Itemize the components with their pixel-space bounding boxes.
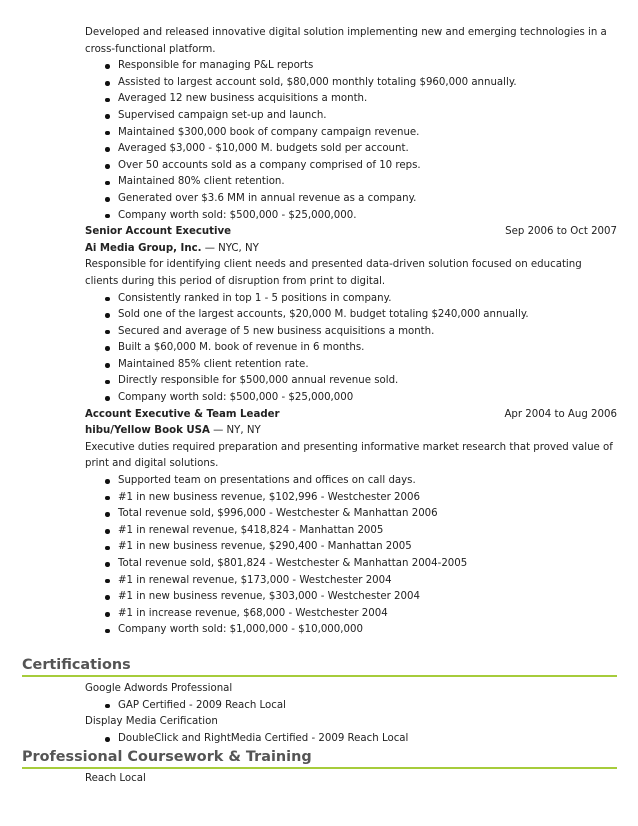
list-item: Built a $60,000 M. book of revenue in 6 months. (118, 340, 617, 357)
job-dates: Sep 2006 to Oct 2007 (505, 226, 617, 238)
list-item: Maintained $300,000 book of company campaign revenue. (118, 125, 617, 142)
job-entry (85, 407, 617, 639)
certification-name: Display Media Cerification (85, 716, 218, 728)
list-item: #1 in new business revenue, $303,000 - Westchester 2004 (118, 589, 617, 606)
coursework-heading: Professional Coursework & Training (22, 749, 617, 769)
list-item: Averaged $3,000 - $10,000 M. budgets sold per account. (118, 141, 617, 158)
list-item: Maintained 80% client retention. (118, 174, 617, 191)
list-item: Assisted to largest account sold, $80,000 monthly totaling $960,000 annually. (118, 75, 617, 92)
coursework-section (85, 771, 617, 788)
list-item: Generated over $3.6 MM in annual revenue as a company. (118, 191, 617, 208)
certification-name: Google Adwords Professional (85, 683, 233, 694)
job-bullet-list (85, 291, 617, 407)
list-item: Sold one of the largest accounts, $20,000 M. budget totaling $240,000 annually. (118, 307, 617, 324)
list-item: #1 in new business revenue, $290,400 - Manhattan 2005 (118, 539, 617, 556)
list-item: #1 in renewal revenue, $173,000 - Westchester 2004 (118, 573, 617, 590)
job-description: Executive duties required preparation and presenting informative market research that proved value of print and digital solutions. (85, 441, 613, 470)
job-header (85, 224, 617, 241)
job-entry (85, 224, 617, 407)
certifications-heading: Certifications (22, 657, 617, 677)
company-name: hibu/Yellow Book USA (85, 425, 210, 437)
list-item: Responsible for managing P&L reports (118, 58, 617, 75)
list-item: Averaged 12 new business acquisitions a month. (118, 91, 617, 108)
certifications-section (85, 681, 617, 747)
job-header (85, 407, 617, 424)
company-line (85, 241, 617, 258)
list-item: #1 in increase revenue, $68,000 - Westchester 2004 (118, 606, 617, 623)
list-item: Consistently ranked in top 1 - 5 positions in company. (118, 291, 617, 308)
certification-detail-list (85, 731, 617, 748)
job-title: Account Executive & Team Leader (85, 408, 280, 420)
intro-bullet-list (85, 58, 617, 224)
list-item: #1 in renewal revenue, $418,824 - Manhattan 2005 (118, 523, 617, 540)
intro-description: Developed and released innovative digital solution implementing new and emerging technologies in a cross-functional platform. (85, 27, 607, 55)
list-item: Supervised campaign set-up and launch. (118, 108, 617, 125)
list-item: #1 in new business revenue, $102,996 - Westchester 2006 (118, 490, 617, 507)
list-item: Company worth sold: $1,000,000 - $10,000,000 (118, 622, 617, 639)
list-item: Company worth sold: $500,000 - $25,000,000 (118, 390, 617, 407)
job-dates: Apr 2004 to Aug 2006 (504, 408, 617, 420)
company-location: — NY, NY (209, 425, 261, 437)
list-item: GAP Certified - 2009 Reach Local (118, 698, 617, 715)
list-item: DoubleClick and RightMedia Certified - 2009 Reach Local (118, 731, 617, 748)
list-item: Over 50 accounts sold as a company comprised of 10 reps. (118, 158, 617, 175)
list-item: Company worth sold: $500,000 - $25,000,000. (118, 208, 617, 225)
company-name: Ai Media Group, Inc. (85, 242, 202, 254)
list-item: Supported team on presentations and offices on call days. (118, 473, 617, 490)
list-item: Total revenue sold, $801,824 - Westchester & Manhattan 2004-2005 (118, 556, 617, 573)
job-description: Responsible for identifying client needs and presented data-driven solution focused on educating clients during this period of disruption from print to digital. (85, 259, 582, 287)
certification-detail-list (85, 698, 617, 715)
company-location: — NYC, NY (201, 242, 259, 254)
list-item: Maintained 85% client retention rate. (118, 357, 617, 374)
experience-continuation (85, 25, 617, 639)
company-line (85, 423, 617, 440)
list-item: Secured and average of 5 new business acquisitions a month. (118, 324, 617, 341)
job-bullet-list (85, 473, 617, 639)
list-item: Directly responsible for $500,000 annual revenue sold. (118, 373, 617, 390)
list-item: Total revenue sold, $996,000 - Westchester & Manhattan 2006 (118, 506, 617, 523)
coursework-item: Reach Local (85, 773, 146, 784)
job-title: Senior Account Executive (85, 226, 232, 238)
